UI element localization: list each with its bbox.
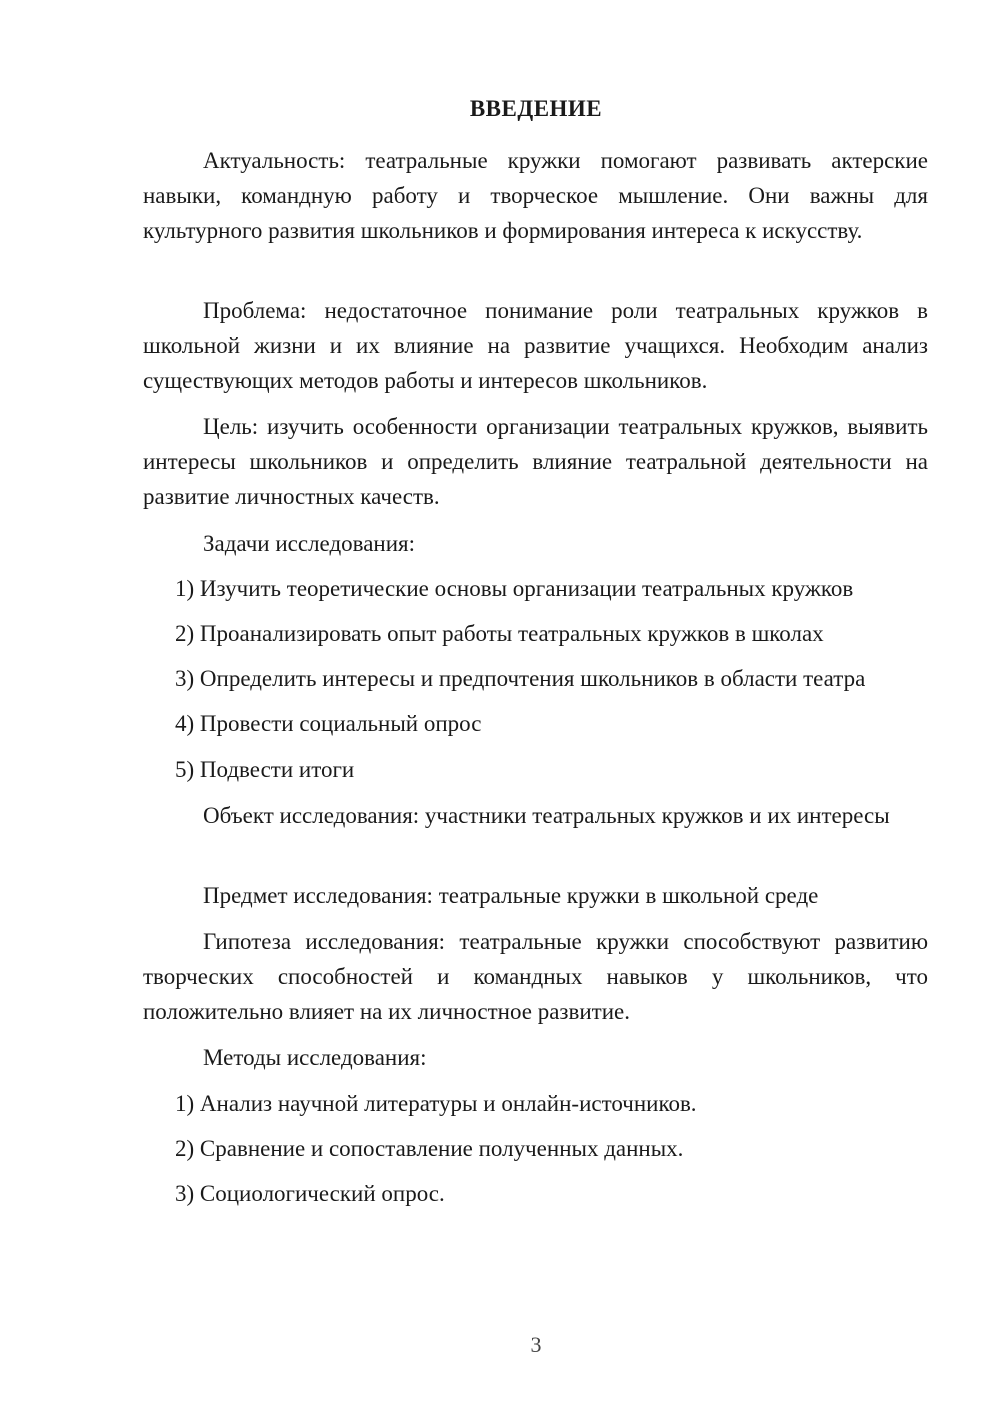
method-item-1: 1) Анализ научной литературы и онлайн-источников. <box>175 1091 697 1116</box>
document-title: ВВЕДЕНИЕ <box>469 96 603 121</box>
task-item-1: 1) Изучить теоретические основы организации театральных кружков <box>175 576 854 601</box>
method-item-2: 2) Сравнение и сопоставление полученных данных. <box>175 1136 684 1161</box>
subject-paragraph: Предмет исследования: театральные кружки в школьной среде <box>203 883 819 908</box>
goal-paragraph: Цель: изучить особенности организации театральных кружков, выявить интересы школьников и определить влияние театральной деятельности на развитие личностных качеств. <box>143 414 928 509</box>
task-item-2: 2) Проанализировать опыт работы театральных кружков в школах <box>175 621 824 646</box>
task-item-4: 4) Провести социальный опрос <box>175 711 482 736</box>
methods-heading: Методы исследования: <box>203 1045 427 1070</box>
relevance-paragraph: Актуальность: театральные кружки помогают развивать актерские навыки, командную работу и творческое мышление. Они важны для культурного развития школьников и формирования интереса к искусству. <box>143 148 928 243</box>
object-paragraph: Объект исследования: участники театральных кружков и их интересы <box>203 803 890 828</box>
task-item-3: 3) Определить интересы и предпочтения школьников в области театра <box>175 666 866 691</box>
hypothesis-paragraph: Гипотеза исследования: театральные кружки способствуют развитию творческих способностей и командных навыков у школьников, что положительно влияет на их личностное развитие. <box>143 929 928 1024</box>
method-item-3: 3) Социологический опрос. <box>175 1181 445 1206</box>
page-number: 3 <box>530 1332 542 1357</box>
task-item-5: 5) Подвести итоги <box>175 757 355 782</box>
problem-paragraph: Проблема: недостаточное понимание роли театральных кружков в школьной жизни и их влияние на развитие учащихся. Необходим анализ существующих методов работы и интересов школьников. <box>143 298 928 393</box>
tasks-heading: Задачи исследования: <box>203 531 416 556</box>
